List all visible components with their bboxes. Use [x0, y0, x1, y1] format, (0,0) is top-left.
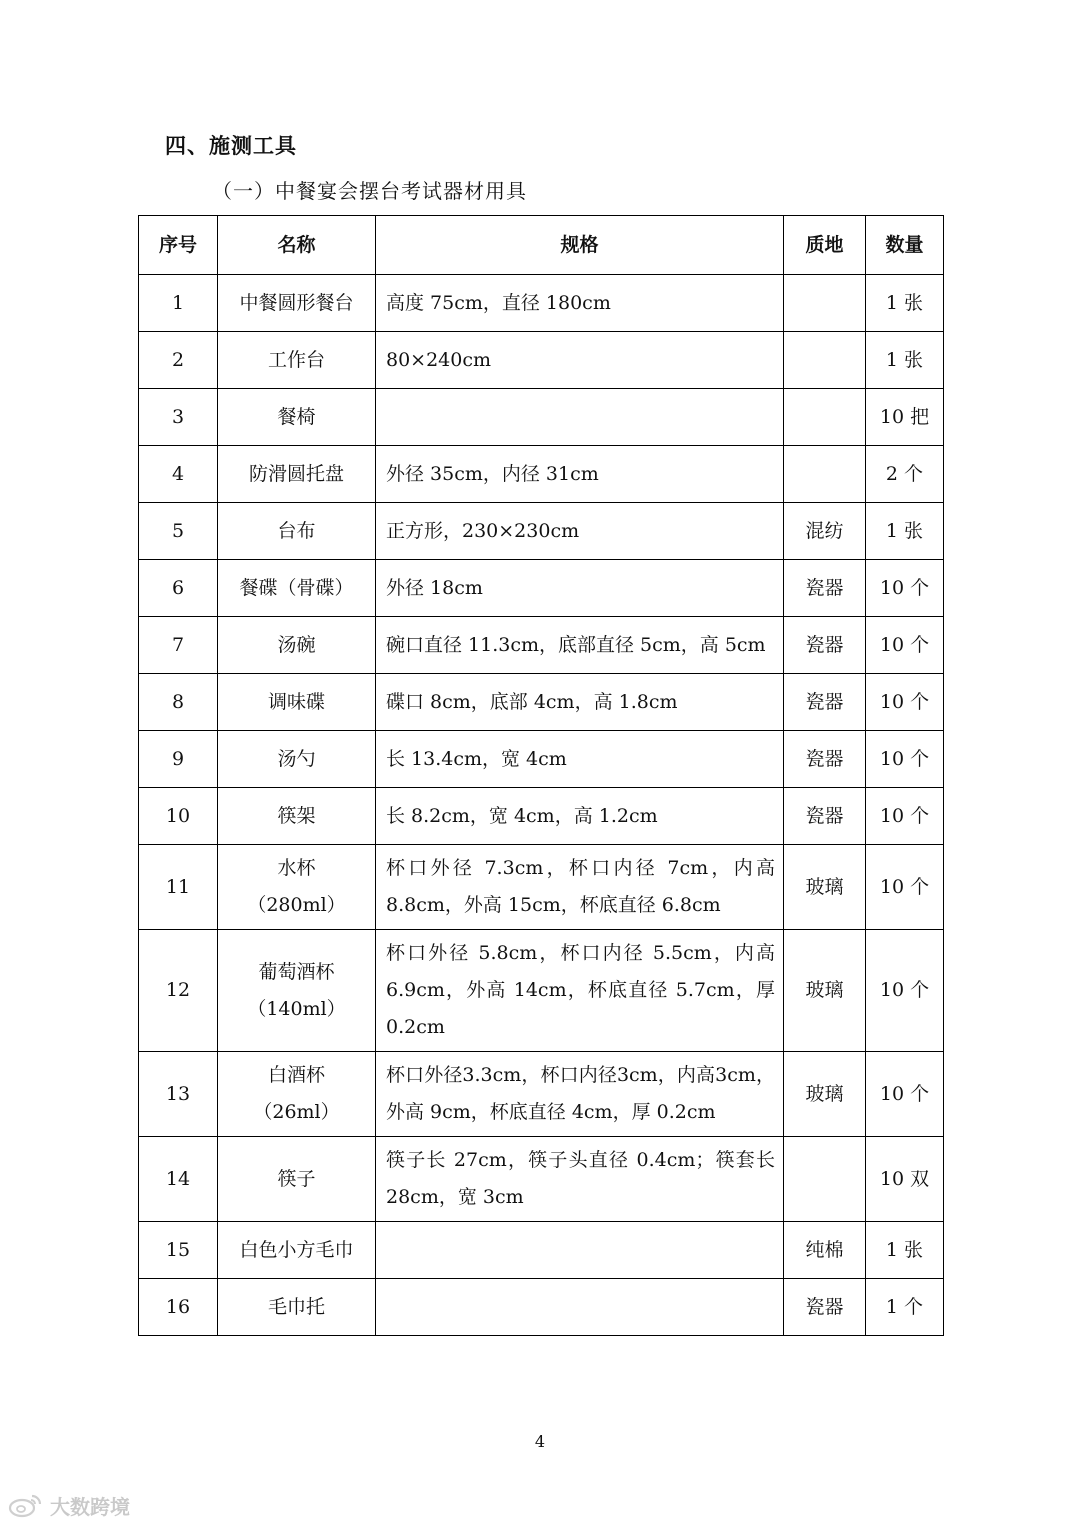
- header-name: 名称: [218, 216, 376, 275]
- cell-name-line2: （26ml）: [253, 1101, 340, 1123]
- cell-no: 16: [139, 1279, 218, 1336]
- cell-qty: 10 把: [866, 389, 944, 446]
- cell-material: [784, 332, 866, 389]
- cell-no: 12: [139, 930, 218, 1052]
- cell-name: 台布: [218, 503, 376, 560]
- cell-spec: 高度 75cm，直径 180cm: [376, 275, 784, 332]
- cell-spec: 长 8.2cm，宽 4cm，高 1.2cm: [376, 788, 784, 845]
- cell-qty: 1 张: [866, 503, 944, 560]
- cell-qty: 10 个: [866, 930, 944, 1052]
- section-title: 四、施测工具: [165, 134, 297, 158]
- header-material: 质地: [784, 216, 866, 275]
- table-row: [139, 389, 944, 446]
- table-row: [139, 1279, 944, 1336]
- cell-no: 9: [139, 731, 218, 788]
- cell-name: [218, 1052, 376, 1137]
- table-row: [139, 788, 944, 845]
- table-row: [139, 1222, 944, 1279]
- cell-spec: 外径 35cm，内径 31cm: [376, 446, 784, 503]
- cell-material: 瓷器: [784, 731, 866, 788]
- table-row: [139, 1137, 944, 1222]
- cell-name: 餐椅: [218, 389, 376, 446]
- equipment-table: [138, 215, 944, 1336]
- cell-no: 13: [139, 1052, 218, 1137]
- cell-name-line1: 水杯: [277, 857, 316, 879]
- cell-qty: 1 张: [866, 275, 944, 332]
- cell-qty: 1 张: [866, 332, 944, 389]
- cell-qty: 10 个: [866, 560, 944, 617]
- cell-no: 4: [139, 446, 218, 503]
- cell-material: [784, 1137, 866, 1222]
- subsection-title: （一）中餐宴会摆台考试器材用具: [212, 179, 527, 203]
- cell-qty: 10 个: [866, 674, 944, 731]
- cell-qty: 1 个: [866, 1279, 944, 1336]
- cell-name: 餐碟（骨碟）: [218, 560, 376, 617]
- cell-material: 瓷器: [784, 674, 866, 731]
- header-no: 序号: [139, 216, 218, 275]
- cell-qty: 10 双: [866, 1137, 944, 1222]
- cell-material: 瓷器: [784, 1279, 866, 1336]
- cell-name: 汤碗: [218, 617, 376, 674]
- cell-name: 毛巾托: [218, 1279, 376, 1336]
- cell-spec: 杯口外径 5.8cm，杯口内径 5.5cm，内高 6.9cm，外高 14cm，杯底直径 5.7cm，厚 0.2cm: [376, 930, 784, 1052]
- cell-name-line1: 白酒杯: [267, 1064, 325, 1086]
- table-row: [139, 446, 944, 503]
- cell-spec: 碟口 8cm，底部 4cm，高 1.8cm: [376, 674, 784, 731]
- cell-material: [784, 389, 866, 446]
- table-row: [139, 731, 944, 788]
- cell-spec: 长 13.4cm，宽 4cm: [376, 731, 784, 788]
- cell-no: 2: [139, 332, 218, 389]
- cell-spec: 80×240cm: [376, 332, 784, 389]
- cell-name: 防滑圆托盘: [218, 446, 376, 503]
- cell-material: 瓷器: [784, 788, 866, 845]
- cell-material: 瓷器: [784, 560, 866, 617]
- cell-material: 玻璃: [784, 930, 866, 1052]
- cell-name: 中餐圆形餐台: [218, 275, 376, 332]
- cell-spec: [376, 389, 784, 446]
- cell-material: 纯棉: [784, 1222, 866, 1279]
- cell-name: 筷子: [218, 1137, 376, 1222]
- cell-no: 6: [139, 560, 218, 617]
- header-spec: 规格: [376, 216, 784, 275]
- cell-qty: 1 张: [866, 1222, 944, 1279]
- cell-name: 白色小方毛巾: [218, 1222, 376, 1279]
- cell-spec: 杯口外径3.3cm，杯口内径3cm，内高3cm，外高 9cm，杯底直径 4cm，厚 0.2cm: [376, 1052, 784, 1137]
- watermark-text: 大数跨境: [50, 1494, 130, 1519]
- weibo-logo-icon: [8, 1492, 44, 1518]
- cell-spec: 碗口直径 11.3cm，底部直径 5cm，高 5cm: [376, 617, 784, 674]
- cell-material: [784, 275, 866, 332]
- cell-spec: [376, 1222, 784, 1279]
- header-qty: 数量: [866, 216, 944, 275]
- cell-no: 3: [139, 389, 218, 446]
- table-row: [139, 674, 944, 731]
- watermark: [8, 1490, 130, 1520]
- cell-spec: [376, 1279, 784, 1336]
- cell-material: 瓷器: [784, 617, 866, 674]
- table-row: [139, 275, 944, 332]
- cell-spec: 正方形，230×230cm: [376, 503, 784, 560]
- page-number: 4: [534, 1432, 546, 1451]
- cell-spec: 筷子长 27cm，筷子头直径 0.4cm；筷套长 28cm，宽 3cm: [376, 1137, 784, 1222]
- cell-qty: 10 个: [866, 617, 944, 674]
- cell-no: 7: [139, 617, 218, 674]
- table-row: [139, 503, 944, 560]
- cell-no: 15: [139, 1222, 218, 1279]
- table-row: [139, 845, 944, 930]
- cell-material: 混纺: [784, 503, 866, 560]
- cell-no: 1: [139, 275, 218, 332]
- cell-spec: 外径 18cm: [376, 560, 784, 617]
- cell-name: 调味碟: [218, 674, 376, 731]
- cell-no: 10: [139, 788, 218, 845]
- cell-no: 5: [139, 503, 218, 560]
- cell-no: 8: [139, 674, 218, 731]
- table-row: [139, 1052, 944, 1137]
- cell-name: 工作台: [218, 332, 376, 389]
- cell-qty: 10 个: [866, 788, 944, 845]
- table-row: [139, 617, 944, 674]
- cell-name: [218, 845, 376, 930]
- table-header-row: [139, 216, 944, 275]
- cell-no: 14: [139, 1137, 218, 1222]
- table-row: [139, 930, 944, 1052]
- cell-qty: 10 个: [866, 845, 944, 930]
- cell-qty: 2 个: [866, 446, 944, 503]
- cell-name-line2: （280ml）: [247, 894, 346, 916]
- table-row: [139, 560, 944, 617]
- cell-material: 玻璃: [784, 845, 866, 930]
- cell-qty: 10 个: [866, 731, 944, 788]
- cell-name: 汤勺: [218, 731, 376, 788]
- cell-qty: 10 个: [866, 1052, 944, 1137]
- cell-material: 玻璃: [784, 1052, 866, 1137]
- cell-name-line1: 葡萄酒杯: [258, 960, 335, 983]
- cell-material: [784, 446, 866, 503]
- cell-name: 筷架: [218, 788, 376, 845]
- cell-name: [218, 930, 376, 1052]
- cell-spec: 杯口外径 7.3cm，杯口内径 7cm，内高 8.8cm，外高 15cm，杯底直径 6.8cm: [376, 845, 784, 930]
- cell-no: 11: [139, 845, 218, 930]
- cell-name-line2: （140ml）: [247, 997, 346, 1020]
- table-row: [139, 332, 944, 389]
